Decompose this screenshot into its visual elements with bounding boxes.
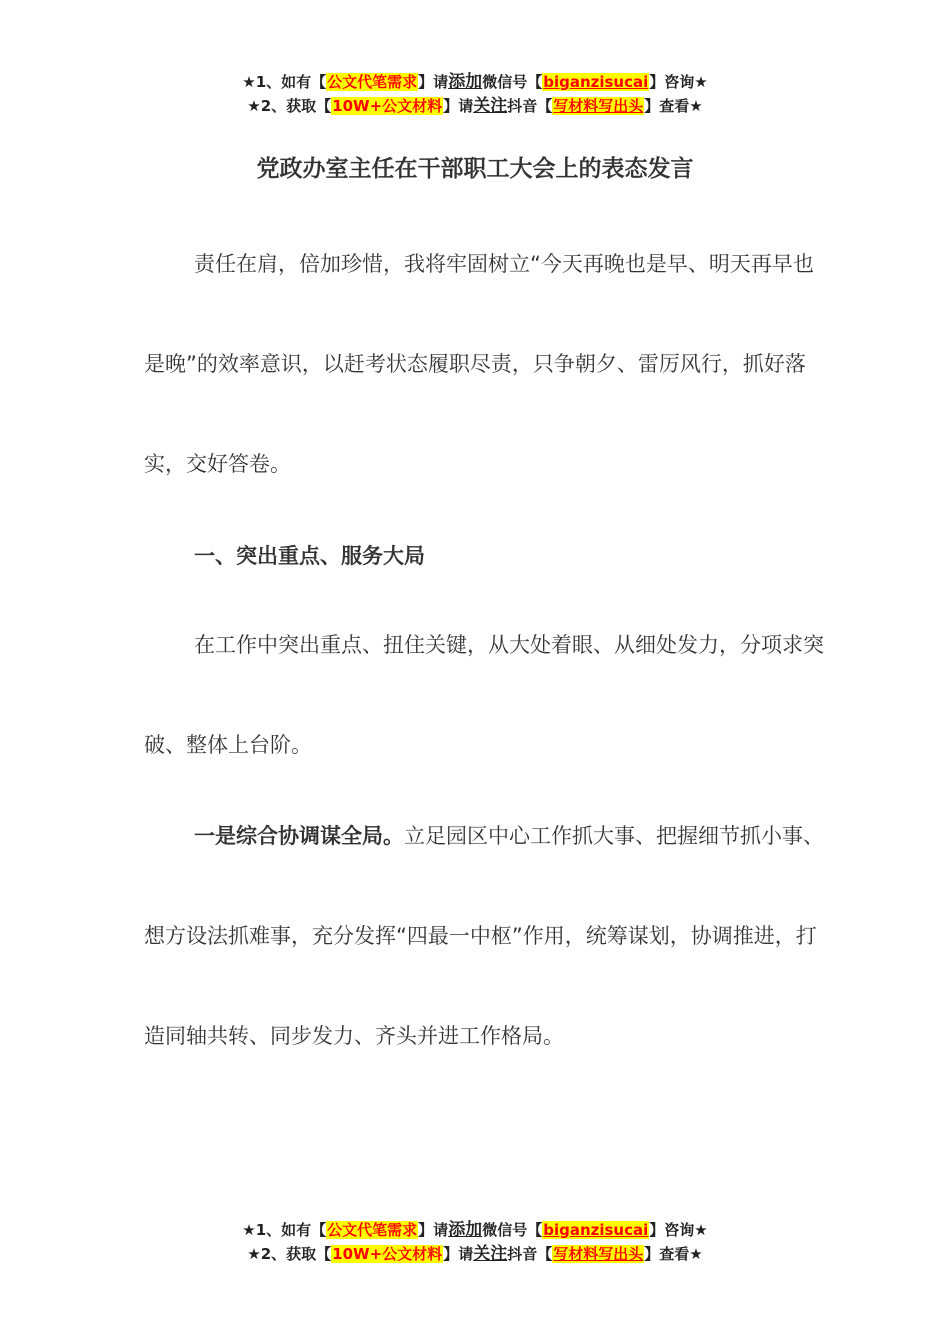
banner-line-1 (0, 1218, 950, 1242)
wechat-id-link[interactable]: biganzisucai (543, 1221, 649, 1239)
banner-text: 】请 (443, 1245, 474, 1263)
banner-highlight: 10W+公文材料 (332, 97, 443, 115)
banner-text: 】请 (443, 97, 474, 115)
banner-text: 】咨询★ (649, 1221, 708, 1239)
banner-text: 】查看★ (644, 97, 703, 115)
banner-text: 】请 (418, 73, 449, 91)
banner-text: ★2、获取【 (247, 1245, 332, 1263)
banner-text: 微信号【 (482, 1221, 543, 1239)
banner-text: 】咨询★ (649, 73, 708, 91)
banner-text: 抖音【 (507, 1245, 553, 1263)
douyin-id-link[interactable]: 写材料写出头 (553, 97, 644, 115)
banner-text: 】请 (418, 1221, 449, 1239)
banner-emphasis: 添加 (448, 1220, 483, 1240)
banner-text: ★2、获取【 (247, 97, 332, 115)
banner-line-2 (0, 94, 950, 118)
banner-line-1 (0, 70, 950, 94)
banner-line-2 (0, 1242, 950, 1266)
banner-text: ★1、如有【 (242, 73, 327, 91)
bottom-banner (0, 1218, 950, 1266)
banner-text: 抖音【 (507, 97, 553, 115)
banner-text: ★1、如有【 (242, 1221, 327, 1239)
banner-emphasis: 关注 (473, 1244, 508, 1264)
douyin-id-link[interactable]: 写材料写出头 (553, 1245, 644, 1263)
wechat-id-link[interactable]: biganzisucai (543, 73, 649, 91)
section-heading-1: 一、突出重点、服务大局 (194, 544, 425, 568)
banner-highlight: 公文代笔需求 (327, 73, 418, 91)
paragraph-3 (144, 786, 834, 1086)
banner-highlight: 10W+公文材料 (332, 1245, 443, 1263)
paragraph-2: 在工作中突出重点、扭住关键，从大处着眼、从细处发力，分项求突破、整体上台阶。 (144, 633, 824, 757)
paragraph-lead: 一是综合协调谋全局。 (194, 824, 404, 848)
banner-text: 微信号【 (482, 73, 543, 91)
banner-highlight: 公文代笔需求 (327, 1221, 418, 1239)
banner-emphasis: 关注 (473, 96, 508, 116)
top-banner (0, 70, 950, 118)
paragraph-1: 责任在肩，倍加珍惜，我将牢固树立“今天再晚也是早、明天再早也是晚”的效率意识，以赶考状态履职尽责，只争朝夕、雷厉风行，抓好落实，交好答卷。 (144, 252, 814, 476)
document-title: 党政办室主任在干部职工大会上的表态发言 (256, 156, 694, 182)
banner-emphasis: 添加 (448, 72, 483, 92)
banner-text: 】查看★ (644, 1245, 703, 1263)
paragraph-body: 立足园区中心工作抓大事、把握细节抓小事、想方设法抓难事，充分发挥“四最一中枢”作用，统筹谋划，协调推进，打造同轴共转、同步发力、齐头并进工作格局。 (144, 824, 824, 1048)
